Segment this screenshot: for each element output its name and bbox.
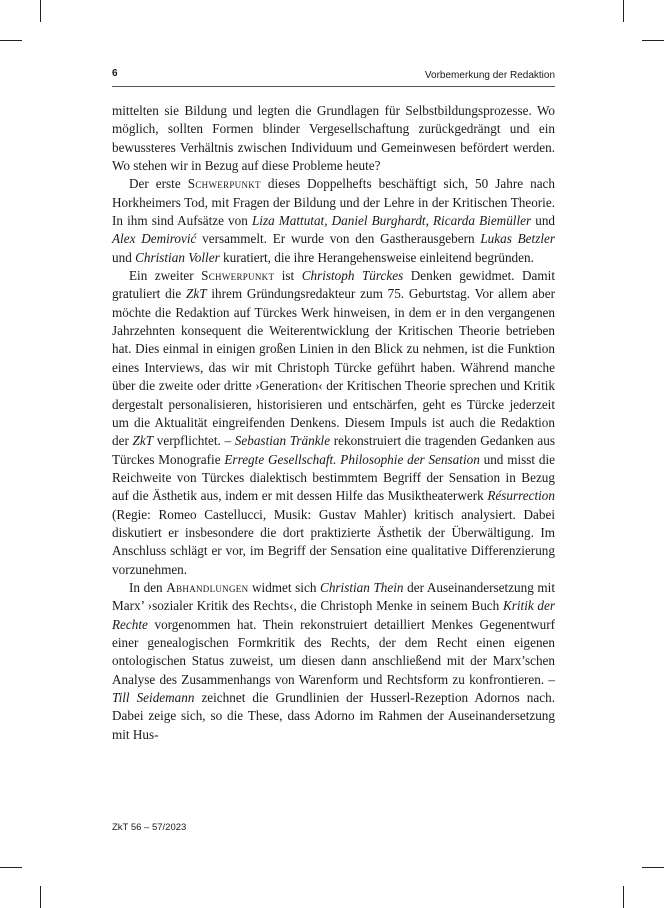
author-name: Christian Thein [320,579,404,595]
author-name: Sebastian Tränkle [234,433,331,449]
text-run: dieses Doppelhefts beschäftigt sich, 50 Jahre nach Horkheimers Tod, mit Fragen der Bildung und der Lehre in der Kritischen Theorie. In ihm sind Aufsätze von [112,176,555,229]
crop-mark [642,867,664,868]
author-name: Christoph Türckes [301,268,404,284]
crop-mark [0,867,22,868]
text-run: Der erste [129,176,188,192]
text-run: ist [274,268,302,284]
text-run: und misst die Reichweite von Türckes dialektisch bestimmtem Begriff der Sensation in Bezug auf die Ästhetik aus, indem er mit dessen Hilfe das Musiktheaterwerk [112,451,555,504]
work-title: Résurrection [487,488,555,504]
text-run: mittelten sie Bildung und legten die Grundlagen für Selbstbildungsprozesse. Wo möglich, sollten Formen blinder Vergesellschaftung zurückgedrängt und ein bewussteres Verhältnis zwischen Individuum und Gemeinwesen befördert werden. Wo stehen wir in Bezug auf diese Probleme heute? [112,103,555,174]
footer-journal-issue: ZkT 56 – 57/2023 [112,822,187,833]
crop-mark [623,0,624,22]
page-number: 6 [112,68,118,79]
section-label: Abhandlungen [166,579,249,595]
section-label: Schwerpunkt [187,176,261,192]
work-title: Kritik der Rechte [112,598,556,632]
paragraph [112,267,555,579]
header-rule [112,86,555,87]
journal-abbrev: ZkT [186,286,207,302]
text-run: und [531,213,555,229]
author-name: Liza Mattutat, Daniel Burghardt, Ricarda Biemüller [251,213,532,229]
running-head [112,66,555,86]
paragraph [112,102,555,175]
author-name: Lukas Betzler [480,231,555,247]
journal-abbrev: ZkT [132,433,154,449]
text-run: verpflichtet. – [153,433,235,449]
text-run: ihrem Gründungsredakteur zum 75. Geburtstag. Vor allem aber möchte die Redaktion auf Türckes Werk hinweisen, in dem er in den vergangenen Jahrzehnten konsequent die Weiterentwicklung der Kritischen Theorie betrieben hat. Dies einmal in einigen großen Linien in den Blick zu nehmen, ist die Funktion eines Interviews, das wir mit Christoph Türcke geführt haben. Während manche über die zweite oder dritte ›Generation‹ der Kritischen Theorie sprechen und Kritik dergestalt personalisieren, historisieren und entschärfen, geht es Türcke jederzeit um die Aktualität eingreifenden Denkens. Diesem Impuls ist auch die Redaktion der [112,286,555,449]
text-run: zeichnet die Grundlinien der Husserl-Rezeption Adornos nach. Dabei zeige sich, so die These, dass Adorno im Rahmen der Auseinandersetzung mit Hus- [112,690,555,742]
paragraph [112,175,555,267]
text-run: und [112,249,136,265]
crop-mark [0,40,22,41]
crop-mark [642,40,664,41]
text-run: widmet sich [248,579,321,595]
crop-mark [623,886,624,908]
section-label: Schwerpunkt [201,268,275,284]
author-name: Christian Voller [135,249,220,265]
text-run: Denken gewidmet. Damit gratuliert die [112,268,555,302]
author-name: Till Seidemann [112,690,195,705]
text-run: In den [129,579,167,595]
text-run: (Regie: Romeo Castellucci, Musik: Gustav Mahler) kritisch analysiert. Dabei diskutiert er insbesondere die dort praktizierte Ästhetik der Überwältigung. Im Anschluss schlägt er vor, im Begriff der Sensation eine qualitative Differenzierung vorzunehmen. [112,506,555,577]
work-title: Erregte Gesellschaft. Philosophie der Sensation [224,451,480,467]
text-run: der Auseinandersetzung mit Marx’ ›sozialer Kritik des Rechts‹, die Christoph Menke in seinem Buch [112,579,555,614]
crop-mark [40,886,41,908]
author-name: Alex Demirović [112,231,197,247]
text-run: rekonstruiert die tragenden Gedanken aus Türckes Monografie [112,433,556,467]
text-run: Ein zweiter [129,268,202,284]
crop-mark [40,0,41,22]
running-title: Vorbemerkung der Redaktion [424,70,555,81]
text-run: versammelt. Er wurde von den Gastherausgebern [196,231,481,247]
paragraph [112,579,555,744]
text-run: vorgenommen hat. Thein rekonstruiert detailliert Menkes Gegenentwurf einer genealogischen Formkritik des Rechts, der dem Recht einen eigenen ontologischen Status zuweist, um diesen dann anschließend mit der Marx’schen Analyse des Zusammenhangs von Warenform und Rechtsform zu konfrontieren. – [112,616,555,687]
text-run: kuratiert, die ihre Herangehensweise einleitend begründen. [219,249,534,265]
body-text [112,102,555,744]
